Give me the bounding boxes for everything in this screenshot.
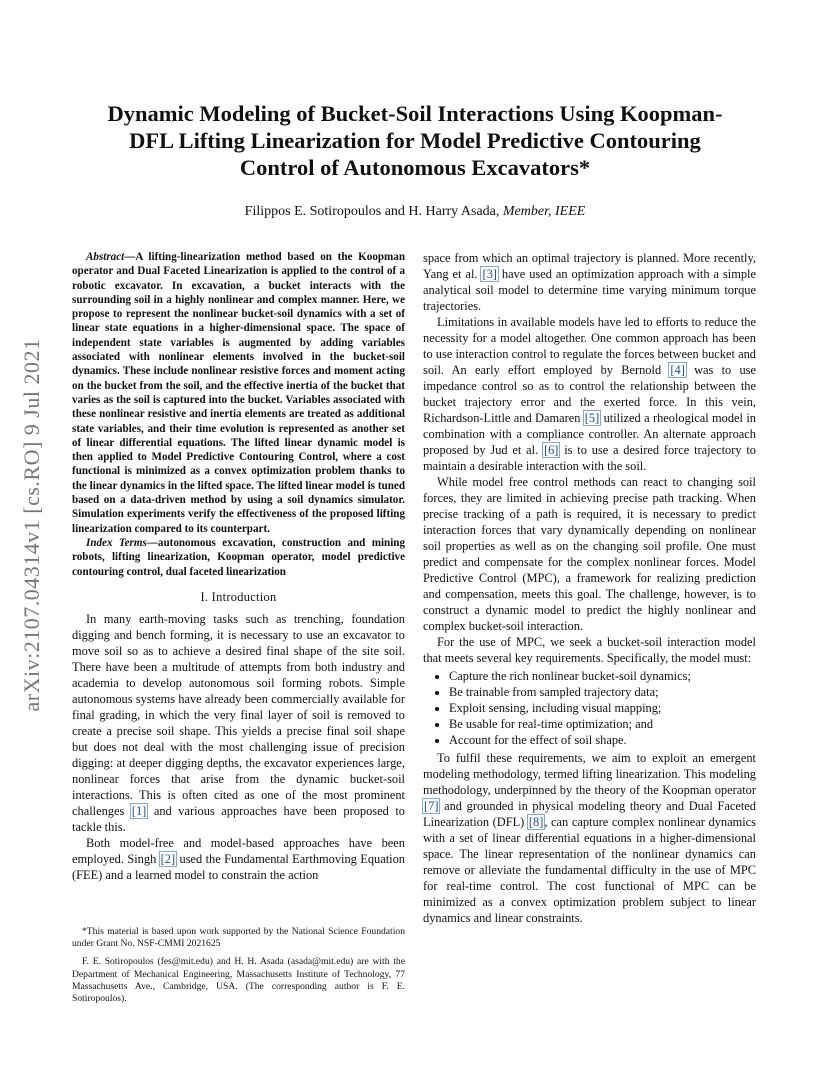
- citation-link-1[interactable]: [1]: [131, 803, 147, 818]
- index-terms: [72, 536, 405, 579]
- paper-title: Dynamic Modeling of Bucket-Soil Interactions Using Koopman-DFL Lifting Linearization for Model Predictive Contouring Control of Autonomous Excavators*: [107, 101, 723, 180]
- text-run: space from which an optimal trajectory is planned. More recently, Yang et al.: [423, 251, 756, 281]
- author-membership: Member, IEEE: [502, 204, 586, 219]
- index-terms-label: Index Terms: [86, 536, 147, 549]
- text-run: utilized a rheological model in combination with a compliance controller. An alternate approach proposed by Jud et al.: [423, 411, 756, 457]
- arxiv-id-text: arXiv:2107.04314v1 [cs.RO] 9 Jul 2021: [19, 338, 44, 712]
- text-run: Limitations in available models have led to efforts to reduce the necessity for a model altogether. One common approach has been to use interaction control to regulate the forces between bucket and soil. An early effort employed by Bernold: [423, 315, 756, 377]
- text-run: is to use a desired force trajectory to maintain a desirable interaction with the soil.: [423, 443, 756, 473]
- intro-paragraph-2: [72, 835, 405, 883]
- right-column: [423, 250, 756, 926]
- index-terms-text: —autonomous excavation, construction and mining robots, lifting linearization, Koopman operator, model predictive contouring control, dual faceted linearization: [72, 536, 405, 578]
- right-paragraph-1: [423, 250, 756, 314]
- text-run: To fulfil these requirements, we aim to exploit an emergent modeling methodology, termed lifting linearization. This modeling methodology, underpinned by the theory of the Koopman operator: [423, 751, 756, 797]
- list-item: • Exploit sensing, including visual mapping;: [449, 700, 756, 716]
- author-line: [90, 204, 740, 220]
- footnote-affiliation: F. E. Sotiropoulos (fes@mit.edu) and H. H. Asada (asada@mit.edu) are with the Department of Mechanical Engineering, Massachusetts Institute of Technology, 77 Massachusetts Ave., Cambridge, USA. (The corresponding author is F. E. Sotiropoulos).: [72, 956, 405, 1005]
- abstract-text: —A lifting-linearization method based on the Koopman operator and Dual Faceted Linearization is applied to the control of a robotic excavator. In excavation, a bucket interacts with the surrounding soil in a highly nonlinear and complex manner. Here, we propose to represent the nonlinear bucket-soil dynamics with a set of linear state equations in a higher-dimensional space. The space of independent state variables is augmented by adding variables associated with nonlinear elements involved in the bucket-soil dynamics. These include nonlinear resistive forces and moment acting on the bucket from the soil, and the effective inertia of the bucket that varies as the soil is captured into the bucket. Variables associated with these nonlinear resistive and inertia elements are treated as additional state variables, and their time evolution is represented as another set of linear differential equations. The lifted linear dynamic model is then applied to Model Predictive Contouring Control, where a cost functional is minimized as a convex optimization problem thanks to the linear dynamics in the lifted space. The lifted linear model is tuned based on a data-driven method by using a soil dynamics simulator. Simulation experiments verify the effectiveness of the proposed lifting linearization compared to its counterpart.: [72, 251, 405, 535]
- text-run: used the Fundamental Earthmoving Equation (FEE) and a learned model to constrain the action: [72, 851, 405, 882]
- citation-link-5[interactable]: [5]: [584, 411, 600, 425]
- citation-link-8[interactable]: [8]: [528, 815, 544, 829]
- list-item: • Account for the effect of soil shape.: [449, 732, 756, 748]
- footnotes: [72, 926, 405, 1011]
- section-heading-introduction: I. Introduction: [200, 589, 277, 604]
- arxiv-identifier: [18, 300, 46, 750]
- text-run: and grounded in physical modeling theory and Dual Faceted Linearization (DFL): [423, 799, 756, 829]
- text-run: , can capture complex nonlinear dynamics with a set of linear differential equations in a higher-dimensional space. The linear representation of the nonlinear dynamics can remove or alleviate the fundamental difficulty in the use of MPC for real-time control. The cost functional of MPC can be minimized as a convex optimization problem subject to linear dynamics and linear constraints.: [423, 815, 757, 925]
- text-run: was to use impedance control so as to control the relationship between the bucket trajectory error and the exerted force. In this vein, Richardson-Little and Damaren: [423, 363, 756, 425]
- abstract-label: Abstract: [86, 251, 125, 263]
- list-item: • Be trainable from sampled trajectory data;: [449, 684, 756, 700]
- citation-link-4[interactable]: [4]: [670, 363, 685, 377]
- text-run: have used an optimization approach with a simple analytical soil model to determine time varying minimum torque trajectories.: [423, 267, 757, 313]
- citation-link-2[interactable]: [2]: [160, 851, 176, 866]
- author-names: Filippos E. Sotiropoulos and H. Harry Asada,: [244, 204, 503, 219]
- abstract: [72, 250, 405, 536]
- right-paragraph-4: For the use of MPC, we seek a bucket-soil interaction model that meets several key requirements. Specifically, the model must:: [423, 635, 756, 665]
- citation-link-7[interactable]: [7]: [424, 799, 439, 813]
- footnote-funding: *This material is based upon work supported by the National Science Foundation under Grant No. NSF-CMMI 2021625: [72, 926, 405, 950]
- right-paragraph-2: [423, 314, 756, 474]
- requirements-list: [423, 668, 756, 748]
- right-paragraph-3: While model free control methods can react to changing soil forces, they are limited in achieving precise path tracking. When precise tracking of a path is required, it is necessary to predict interaction forces that vary dynamically depending on nonlinear soil properties as well as on the changing soil profile. One must predict and compensate for the complex nonlinear forces. Model Predictive Control (MPC), a framework for realizing prediction and compensation, meets this goal. The challenge, however, is to construct a dynamic model to predict the highly nonlinear and complex bucket-soil interaction.: [423, 475, 756, 633]
- text-run: In many earth-moving tasks such as trenching, foundation digging and bench forming, it is necessary to use an excavator to move soil so as to achieve a desired final shape of the site soil. There have been a multitude of attempts from both industry and academia to develop autonomous soil forming robots. Simple autonomous systems have already been commercially available for final grading, in which the very final layer of soil is removed to create a precise soil shape. This yields a precise final soil shape but does not deal with the most challenging issue of precision digging: at deeper digging depths, the excavator experiences large, nonlinear forces that arise from the dynamic bucket-soil interactions. This is often cited as one of the most prominent challenges: [72, 611, 405, 818]
- citation-link-6[interactable]: [6]: [543, 443, 559, 457]
- list-item: • Be usable for real-time optimization; and: [449, 716, 756, 732]
- intro-paragraph-1: [72, 611, 405, 835]
- right-paragraph-5: [423, 750, 756, 926]
- left-column: [72, 250, 405, 883]
- text-run: and various approaches have been proposed to tackle this.: [72, 803, 406, 834]
- list-item: • Capture the rich nonlinear bucket-soil dynamics;: [449, 668, 756, 684]
- text-run: Both model-free and model-based approaches have been employed. Singh: [72, 835, 405, 866]
- citation-link-3[interactable]: [3]: [482, 267, 497, 281]
